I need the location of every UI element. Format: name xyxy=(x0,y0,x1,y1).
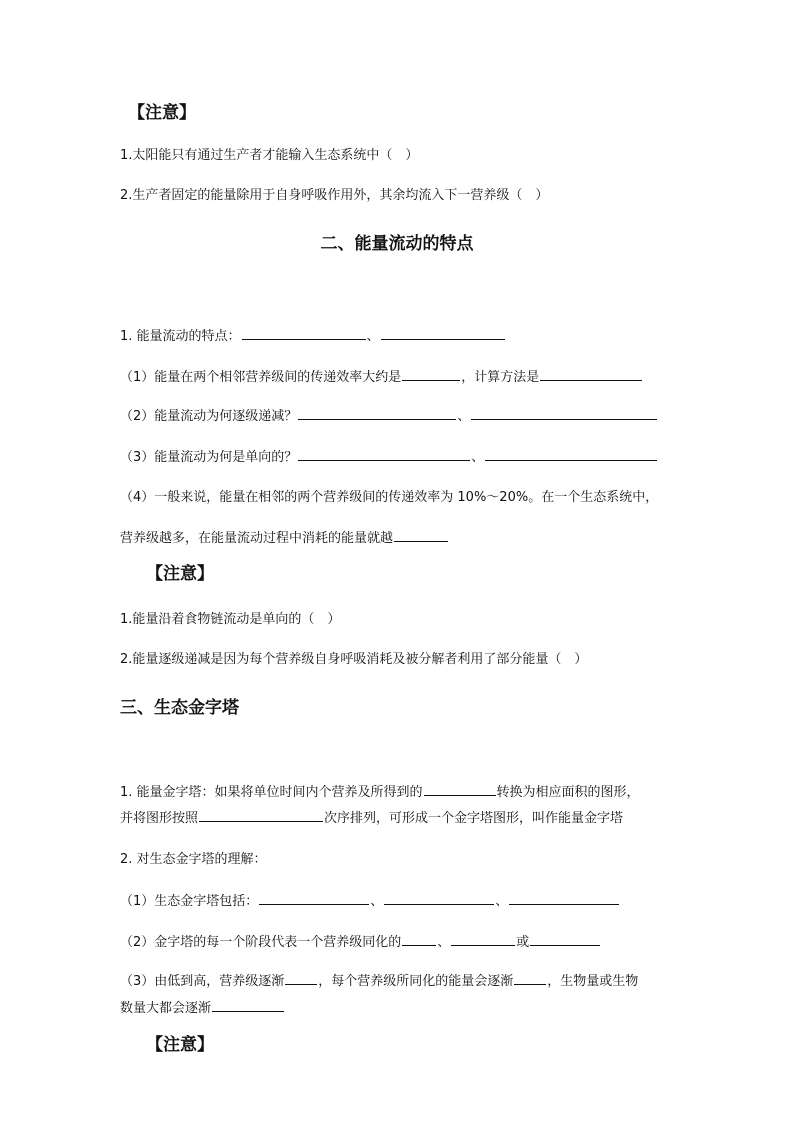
separator: 、 xyxy=(495,894,509,909)
blank[interactable] xyxy=(242,327,366,340)
blank[interactable] xyxy=(540,368,642,381)
paragraph-2-3-text-d: 数量大都会逐渐 xyxy=(120,1001,212,1016)
separator: 、 xyxy=(471,450,485,465)
note-item-3: 1.能量沿着食物链流动是单向的（ ） xyxy=(120,612,341,627)
note-heading-2: 【注意】 xyxy=(146,564,214,584)
paragraph-2-3-line-2 xyxy=(120,999,285,1018)
blank[interactable] xyxy=(259,892,369,905)
blank[interactable] xyxy=(509,892,619,905)
question-1-4-text: 营养级越多，在能量流动过程中消耗的能量就越 xyxy=(120,531,394,546)
note-heading-1: 【注意】 xyxy=(128,103,196,123)
blank[interactable] xyxy=(402,368,460,381)
or-word: 或 xyxy=(516,935,530,950)
paragraph-1-text-b: 转换为相应面积的图形， xyxy=(496,785,640,800)
paragraph-2-3-line-1 xyxy=(120,972,638,991)
question-1-2-text: （2）能量流动为何逐级递减？ xyxy=(120,409,298,424)
blank[interactable] xyxy=(384,892,494,905)
blank[interactable] xyxy=(199,809,323,822)
question-1-1-text: （1）能量在两个相邻营养级间的传递效率大约是 xyxy=(120,370,402,385)
section-3-title: 三、生态金字塔 xyxy=(120,698,239,718)
question-1-4-line-2 xyxy=(120,529,449,548)
separator: 、 xyxy=(457,409,471,424)
question-1-text: 1. 能量流动的特点： xyxy=(120,329,241,344)
blank[interactable] xyxy=(530,933,600,946)
blank[interactable] xyxy=(451,933,515,946)
question-1-4-line-1: （4）一般来说，能量在相邻的两个营养级间的传递效率为 10%～20%。在一个生态系统中， xyxy=(120,490,659,505)
separator: 、 xyxy=(366,329,380,344)
paragraph-2-2 xyxy=(120,933,601,952)
note-item-1: 1.太阳能只有通过生产者才能输入生态系统中（ ） xyxy=(120,148,419,163)
blank[interactable] xyxy=(394,529,448,542)
blank[interactable] xyxy=(514,972,546,985)
blank[interactable] xyxy=(381,327,505,340)
blank[interactable] xyxy=(298,407,456,420)
blank[interactable] xyxy=(485,448,657,461)
paragraph-2-2-text: （2）金字塔的每一个阶段代表一个营养级同化的 xyxy=(120,935,402,950)
paragraph-1-line-1 xyxy=(120,783,640,802)
paragraph-2-3-text-a: （3）由低到高，营养级逐渐 xyxy=(120,974,285,989)
blank[interactable] xyxy=(298,448,470,461)
question-1-2 xyxy=(120,407,658,426)
paragraph-2-3-text-c: ，生物量或生物 xyxy=(547,974,639,989)
question-1-1-text-b: ，计算方法是 xyxy=(461,370,540,385)
separator: 、 xyxy=(437,935,451,950)
paragraph-2-3-text-b: ，每个营养级所同化的能量会逐渐 xyxy=(318,974,514,989)
note-heading-3: 【注意】 xyxy=(146,1035,214,1055)
paragraph-1-line-2 xyxy=(120,809,623,828)
paragraph-1-text-d: 次序排列，可形成一个金字塔图形，叫作能量金字塔 xyxy=(324,811,624,826)
separator: 、 xyxy=(370,894,384,909)
paragraph-2-1 xyxy=(120,892,620,911)
question-1-1 xyxy=(120,368,643,387)
blank[interactable] xyxy=(471,407,657,420)
blank[interactable] xyxy=(402,933,436,946)
paragraph-2: 2. 对生态金字塔的理解： xyxy=(120,852,267,867)
blank[interactable] xyxy=(424,783,496,796)
question-1 xyxy=(120,327,506,346)
note-item-2: 2.生产者固定的能量除用于自身呼吸作用外，其余均流入下一营养级（ ） xyxy=(120,188,549,203)
blank[interactable] xyxy=(212,999,284,1012)
question-1-3 xyxy=(120,448,658,467)
section-2-title: 二、能量流动的特点 xyxy=(320,234,474,254)
paragraph-1-text-a: 1. 能量金字塔：如果将单位时间内个营养及所得到的 xyxy=(120,785,423,800)
paragraph-1-text-c: 并将图形按照 xyxy=(120,811,199,826)
blank[interactable] xyxy=(285,972,317,985)
question-1-3-text: （3）能量流动为何是单向的？ xyxy=(120,450,298,465)
paragraph-2-1-text: （1）生态金字塔包括： xyxy=(120,894,259,909)
note-item-4: 2.能量逐级递减是因为每个营养级自身呼吸消耗及被分解者利用了部分能量（ ） xyxy=(120,652,588,667)
